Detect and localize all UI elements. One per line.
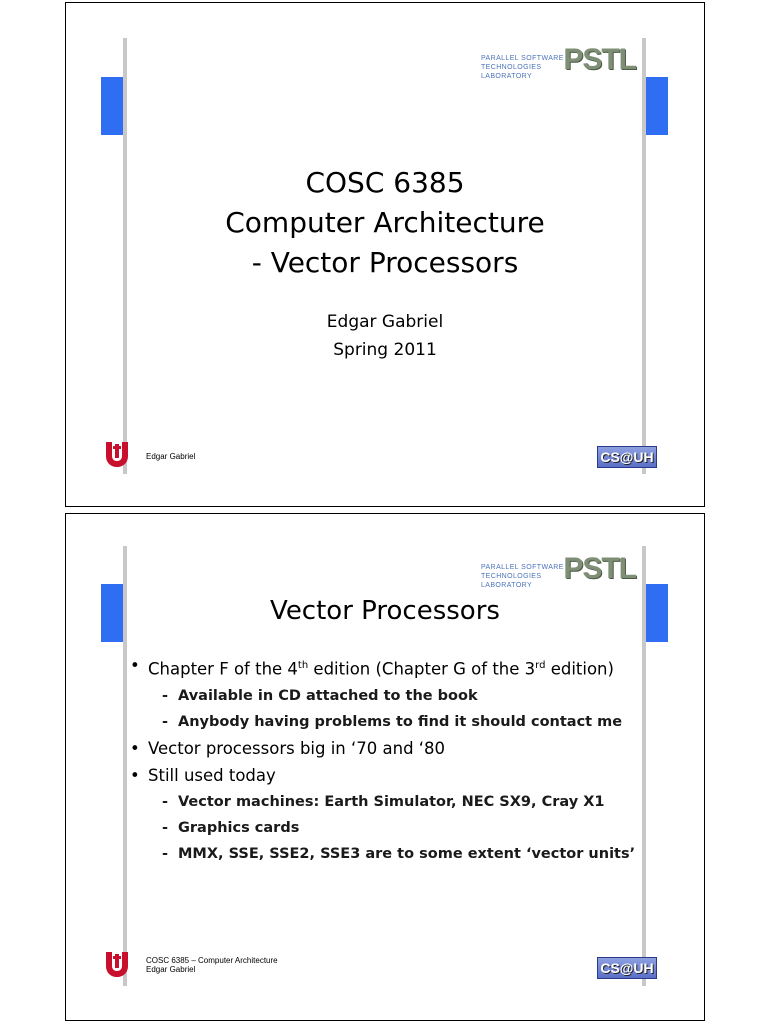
- sub-bullet-item: - Graphics cards: [148, 815, 684, 841]
- semester: Spring 2011: [333, 340, 437, 360]
- sub-bullet-list: [148, 683, 684, 735]
- cs-uh-logo-icon: CS@UH: [597, 957, 657, 979]
- superscript: rd: [535, 660, 546, 671]
- pstl-logo-text: PSTL: [563, 552, 636, 585]
- slide-footer: Edgar Gabriel: [146, 452, 196, 461]
- bullet-text: Still used today: [148, 765, 276, 785]
- sub-bullet-item: - Anybody having problems to find it should contact me: [148, 709, 684, 735]
- slide-title-block: [66, 163, 704, 283]
- slide-title: [65, 2, 705, 507]
- uh-logo-icon: [104, 950, 130, 978]
- slide-vector-processors: [65, 513, 705, 1021]
- bullet-text: edition (Chapter G of the 3: [308, 659, 536, 679]
- bullet-text: edition): [545, 659, 614, 679]
- superscript: th: [297, 660, 309, 671]
- course-code: COSC 6385: [305, 166, 465, 199]
- pstl-logo-subtitle: PARALLEL SOFTWARE TECHNOLOGIES LABORATORY: [481, 564, 564, 589]
- sub-bullet-item: - MMX, SSE, SSE2, SSE3 are to some extent ‘vector units’: [148, 841, 684, 867]
- pstl-logo: [481, 552, 636, 589]
- bullet-item: [124, 735, 684, 762]
- left-blue-accent: [101, 77, 123, 135]
- lecture-topic: - Vector Processors: [251, 246, 519, 279]
- bullet-text: Vector processors big in ‘70 and ‘80: [148, 738, 446, 758]
- course-name: Computer Architecture: [225, 206, 545, 239]
- sub-bullet-list: [148, 789, 684, 867]
- footer-author: Edgar Gabriel: [146, 965, 196, 974]
- bullet-list: [124, 652, 684, 867]
- cs-uh-logo-icon: CS@UH: [597, 446, 657, 468]
- bullet-item: [124, 762, 684, 867]
- pstl-logo-subtitle: PARALLEL SOFTWARE TECHNOLOGIES LABORATORY: [481, 55, 564, 80]
- sub-bullet-item: - Available in CD attached to the book: [148, 683, 684, 709]
- footer-course: COSC 6385 – Computer Architecture: [146, 956, 278, 965]
- uh-logo-icon: [104, 440, 130, 468]
- right-blue-accent: [646, 77, 668, 135]
- slide-footer: [146, 956, 278, 974]
- pstl-logo: [481, 43, 636, 80]
- slide-heading: Vector Processors: [270, 596, 500, 626]
- pstl-logo-text: PSTL: [563, 43, 636, 76]
- sub-bullet-item: - Vector machines: Earth Simulator, NEC SX9, Cray X1: [148, 789, 684, 815]
- author-block: [66, 308, 704, 364]
- bullet-item: [124, 652, 684, 735]
- bullet-text: Chapter F of the 4: [148, 659, 298, 679]
- author-name: Edgar Gabriel: [326, 312, 444, 332]
